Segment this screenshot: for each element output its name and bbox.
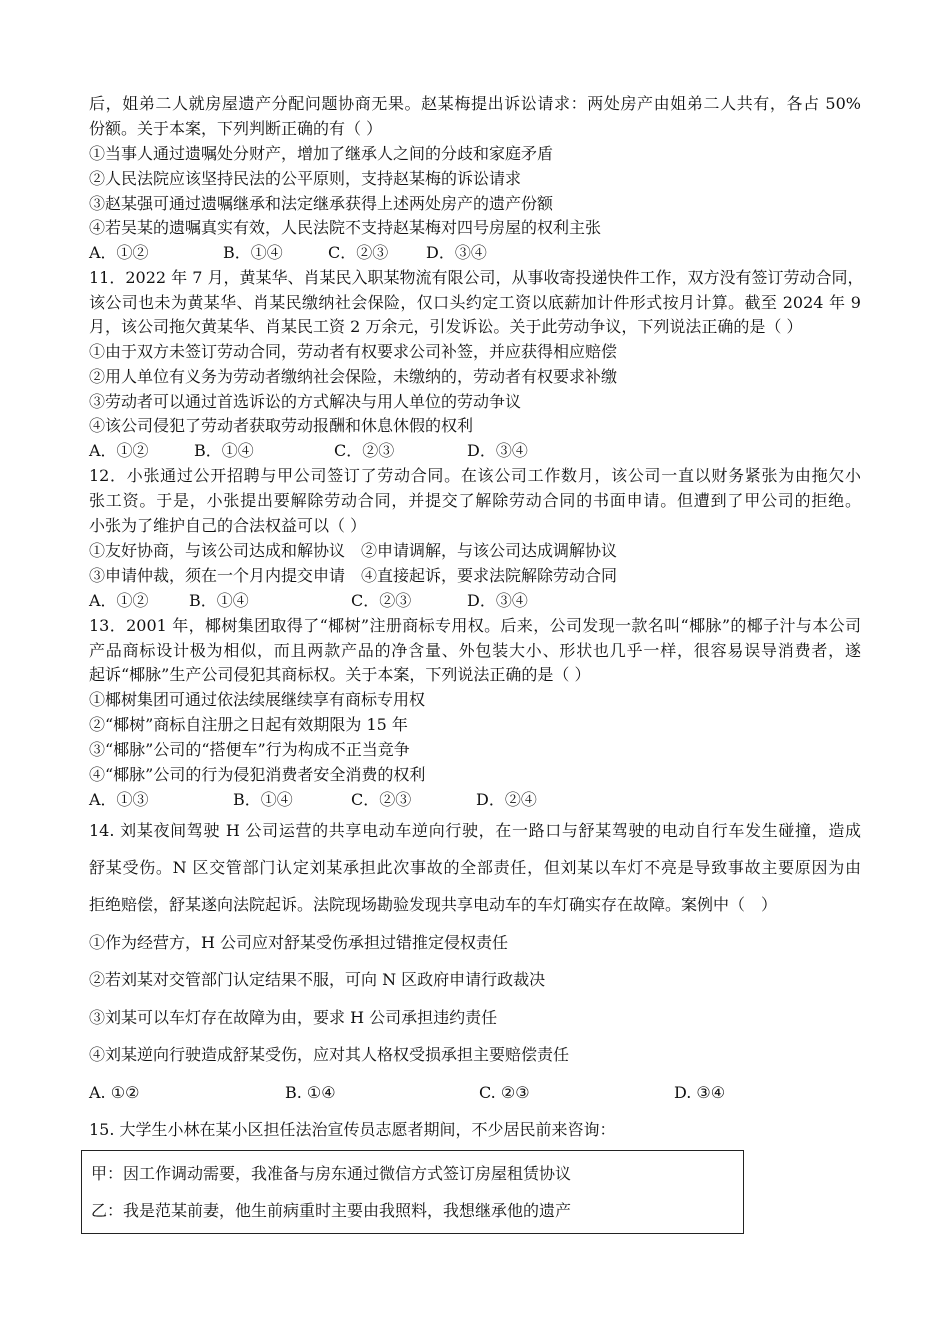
q10-item-3: ③赵某强可通过遗嘱继承和法定继承获得上述两处房产的遗产份额 [89, 194, 554, 213]
q11-option-c: C．②③ [334, 441, 395, 460]
q10-option-a: A．①② [89, 243, 149, 262]
q15-box-line-jia: 甲：因工作调动需要，我准备与房东通过微信方式签订房屋租赁协议 [91, 1164, 572, 1183]
q13-option-c: C．②③ [351, 790, 412, 809]
q12-item-3-4: ③申请仲裁，须在一个月内提交申请 ④直接起诉，要求法院解除劳动合同 [89, 566, 618, 585]
q14-option-a: A. ①② [89, 1083, 140, 1102]
q11-stem-line-2: 该公司也未为黄某华、肖某民缴纳社会保险，仅口头约定工资以底薪加计件形式按月计算。截至 2024 年 9 [89, 293, 861, 312]
q13-item-2: ②“椰树”商标自注册之日起有效期限为 15 年 [89, 715, 408, 734]
q13-stem-line-1: 13．2001 年，椰树集团取得了“椰树”注册商标专用权。后来，公司发现一款名叫“椰脉”的椰子汁与本公司 [89, 616, 861, 635]
q11-item-3: ③劳动者可以通过首选诉讼的方式解决与用人单位的劳动争议 [89, 392, 522, 411]
q14-stem-line-2: 舒某受伤。N 区交管部门认定刘某承担此次事故的全部责任，但刘某以车灯不亮是导致事故主要原因为由 [89, 858, 861, 877]
q11-item-2: ②用人单位有义务为劳动者缴纳社会保险，未缴纳的，劳动者有权要求补缴 [89, 367, 618, 386]
q14-item-4: ④刘某逆向行驶造成舒某受伤，应对其人格权受损承担主要赔偿责任 [89, 1045, 570, 1064]
q10-option-d: D．③④ [426, 243, 487, 262]
q12-stem-line-3: 小张为了维护自己的合法权益可以（ ） [89, 516, 367, 535]
q10-stem-line-2: 份额。关于本案，下列判断正确的有（ ） [89, 119, 383, 138]
q13-item-1: ①椰树集团可通过依法续展继续享有商标专用权 [89, 690, 426, 709]
q13-stem-line-3: 起诉“椰脉”生产公司侵犯其商标权。关于本案，下列说法正确的是（ ） [89, 665, 591, 684]
q13-item-4: ④“椰脉”公司的行为侵犯消费者安全消费的权利 [89, 765, 426, 784]
q10-item-1: ①当事人通过遗嘱处分财产，增加了继承人之间的分歧和家庭矛盾 [89, 144, 554, 163]
q13-item-3: ③“椰脉”公司的“搭便车”行为构成不正当竞争 [89, 740, 410, 759]
q10-option-c: C．②③ [328, 243, 389, 262]
q10-item-2: ②人民法院应该坚持民法的公平原则，支持赵某梅的诉讼请求 [89, 169, 522, 188]
q14-item-3: ③刘某可以车灯存在故障为由，要求 H 公司承担违约责任 [89, 1008, 498, 1027]
q12-option-a: A．①② [89, 591, 149, 610]
q13-option-d: D．②④ [476, 790, 537, 809]
q15-consultation-box [81, 1150, 744, 1234]
q14-option-d: D. ③④ [674, 1083, 726, 1102]
q14-item-2: ②若刘某对交管部门认定结果不服，可向 N 区政府申请行政裁决 [89, 970, 546, 989]
q14-item-1: ①作为经营方，H 公司应对舒某受伤承担过错推定侵权责任 [89, 933, 509, 952]
q11-item-1: ①由于双方未签订劳动合同，劳动者有权要求公司补签，并应获得相应赔偿 [89, 342, 618, 361]
q15-box-line-yi: 乙：我是范某前妻，他生前病重时主要由我照料，我想继承他的遗产 [91, 1201, 572, 1220]
q13-stem-line-2: 产品商标设计极为相似，而且两款产品的净含量、外包装大小、形状也几乎一样，很容易误导消费者，遂 [89, 641, 861, 660]
q12-stem-line-1: 12．小张通过公开招聘与甲公司签订了劳动合同。在该公司工作数月，该公司一直以财务紧张为由拖欠小 [89, 466, 861, 485]
q11-stem-line-3: 月，该公司拖欠黄某华、肖某民工资 2 万余元，引发诉讼。关于此劳动争议，下列说法正确的是（ ） [89, 317, 803, 336]
q14-option-c: C. ②③ [479, 1083, 530, 1102]
q10-item-4: ④若吴某的遗嘱真实有效，人民法院不支持赵某梅对四号房屋的权利主张 [89, 218, 602, 237]
q12-stem-line-2: 张工资。于是，小张提出要解除劳动合同，并提交了解除劳动合同的书面申请。但遭到了甲公司的拒绝。 [89, 491, 861, 510]
q14-stem-line-3: 拒绝赔偿，舒某遂向法院起诉。法院现场勘验发现共享电动车的车灯确实存在故障。案例中（ ） [89, 895, 778, 914]
q15-stem: 15. 大学生小林在某小区担任法治宣传员志愿者期间，不少居民前来咨询： [89, 1120, 616, 1139]
q11-option-a: A．①② [89, 441, 149, 460]
q14-option-b: B. ①④ [285, 1083, 336, 1102]
q12-option-b: B．①④ [189, 591, 249, 610]
q10-stem-line-1: 后，姐弟二人就房屋遗产分配问题协商无果。赵某梅提出诉讼请求：两处房产由姐弟二人共有，各占 50% [89, 94, 861, 113]
q14-stem-line-1: 14. 刘某夜间驾驶 H 公司运营的共享电动车逆向行驶，在一路口与舒某驾驶的电动自行车发生碰撞，造成 [89, 821, 861, 840]
q11-option-b: B．①④ [194, 441, 254, 460]
q12-option-c: C．②③ [351, 591, 412, 610]
q11-stem-line-1: 11．2022 年 7 月，黄某华、肖某民入职某物流有限公司，从事收寄投递快件工作，双方没有签订劳动合同， [89, 268, 864, 287]
q13-option-b: B．①④ [233, 790, 293, 809]
q11-item-4: ④该公司侵犯了劳动者获取劳动报酬和休息休假的权利 [89, 416, 474, 435]
q12-item-1-2: ①友好协商，与该公司达成和解协议 ②申请调解，与该公司达成调解协议 [89, 541, 618, 560]
q11-option-d: D．③④ [467, 441, 528, 460]
q12-option-d: D．③④ [467, 591, 528, 610]
q13-option-a: A．①③ [89, 790, 149, 809]
q10-option-b: B．①④ [223, 243, 283, 262]
